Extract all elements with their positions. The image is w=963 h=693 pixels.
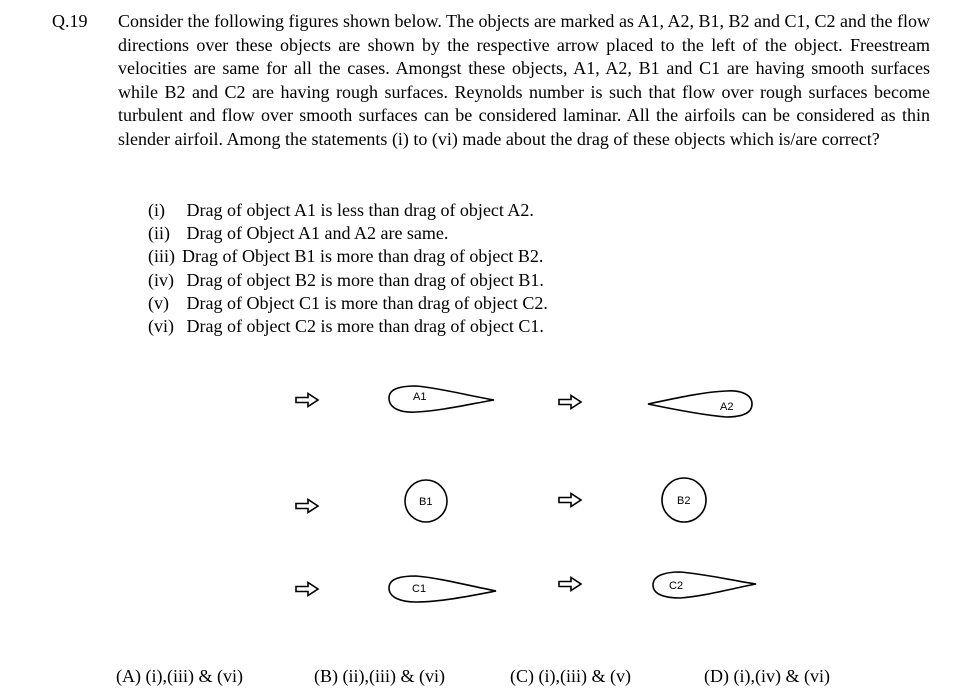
object-label-c2: C2: [669, 580, 684, 592]
statement-text: Drag of object B2 is more than drag of object B1.: [186, 269, 544, 290]
airfoil-c1: [389, 576, 496, 602]
object-label-b2: B2: [677, 495, 691, 507]
question-text: Consider the following figures shown below. The objects are marked as A1, A2, B1, B2 and C1, C2 and the flow directions over these objects are shown by the respective arrow placed to the left of the object. Freestream velocities are same for all the cases. Amongst these objects, A1, A2, B1 and C1 are having smooth surfaces while B2 and C2 are having rough surfaces. Reynolds number is such that flow over rough surfaces become turbulent and flow over smooth surfaces can be considered laminar. All the airfoils can be considered as thin slender airfoil. Among the statements (i) to (vi) made about the drag of these objects which is/are correct?: [118, 11, 930, 149]
question-number: Q.19: [52, 11, 88, 31]
statement-label: (vi): [148, 316, 174, 337]
option-text: (ii),(iii) & (vi): [342, 666, 445, 686]
statement-label: (iv): [148, 269, 174, 290]
statement-label: (i): [148, 200, 165, 220]
statement-text: Drag of Object C1 is more than drag of object C2.: [186, 292, 548, 313]
flow-arrow-a2: [559, 396, 581, 409]
option-c[interactable]: [510, 664, 631, 688]
option-text: (i),(iii) & (vi): [145, 666, 243, 686]
statement-label: (iii): [148, 246, 175, 267]
option-a[interactable]: [116, 664, 243, 688]
flow-arrow-c2: [559, 578, 581, 591]
statement-text: Drag of object A1 is less than drag of object A2.: [186, 200, 534, 220]
statement-text: Drag of Object B1 is more than drag of object B2.: [182, 246, 544, 267]
flow-arrow-c1: [296, 583, 318, 596]
airfoil-a1: [389, 386, 494, 412]
flow-arrow-b2: [559, 494, 581, 507]
flow-arrow-b1: [296, 500, 318, 513]
statement-label: (ii): [148, 223, 170, 244]
option-label: (B): [314, 666, 338, 686]
airfoil-a2: [648, 391, 752, 417]
answer-options: [0, 664, 963, 690]
flow-arrow-a1: [296, 394, 318, 407]
statement-text: Drag of object C2 is more than drag of object C1.: [186, 316, 544, 337]
option-text: (i),(iv) & (vi): [733, 666, 830, 686]
statement-label: (v): [148, 292, 169, 313]
option-label: (C): [510, 666, 534, 686]
statement-text: Drag of Object A1 and A2 are same.: [186, 223, 449, 244]
option-b[interactable]: [314, 664, 445, 688]
object-label-c1: C1: [412, 583, 427, 595]
object-label-b1: B1: [419, 496, 433, 508]
option-text: (i),(iii) & (v): [538, 666, 631, 686]
option-label: (D): [704, 666, 729, 686]
object-label-a1: A1: [413, 391, 427, 403]
option-label: (A): [116, 666, 141, 686]
option-d[interactable]: [704, 664, 830, 688]
object-label-a2: A2: [720, 401, 734, 413]
